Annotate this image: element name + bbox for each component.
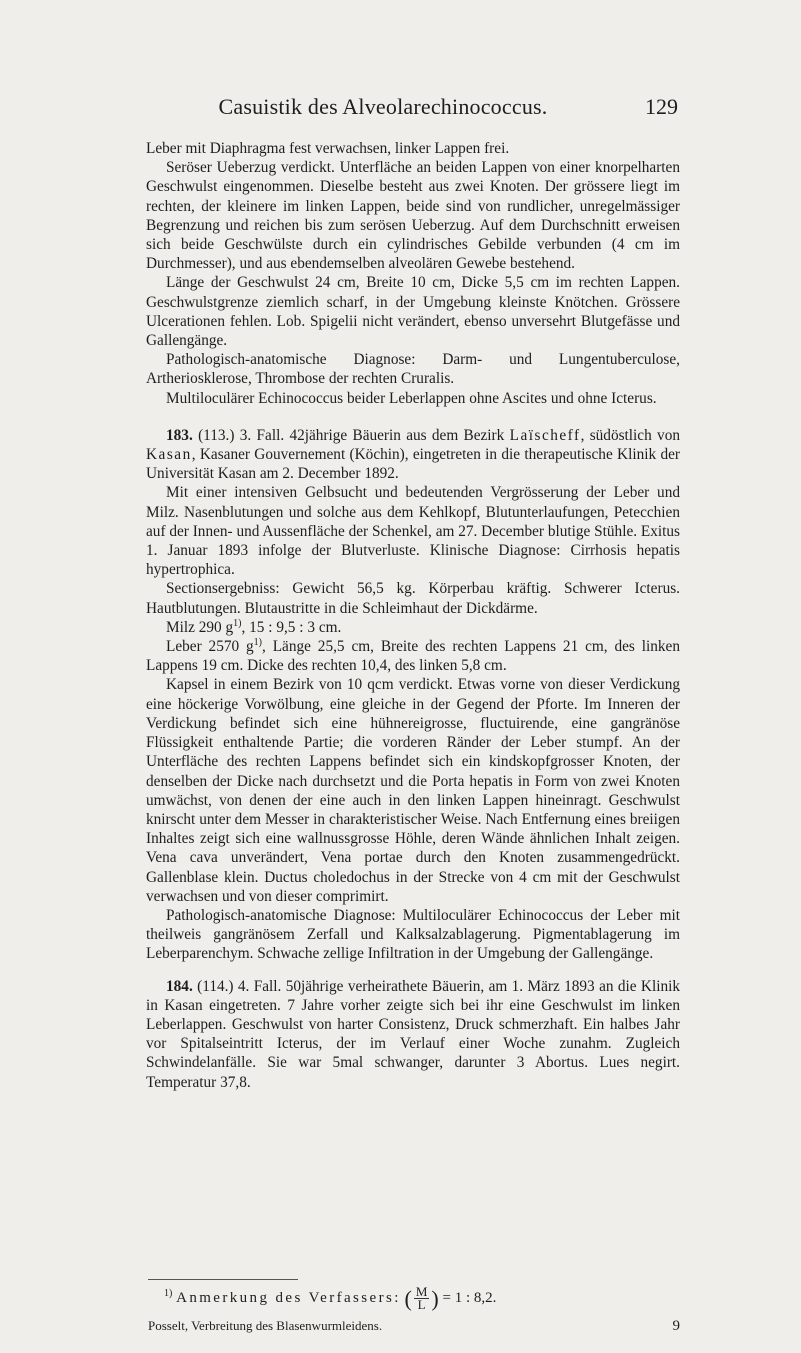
footnote-marker: 1) <box>164 1287 173 1299</box>
paragraph: Länge der Geschwulst 24 cm, Breite 10 cm, Dicke 5,5 cm im rechten Lappen. Geschwulstgrenze ziemlich scharf, in der Umgebung kleinste Knötchen. Grössere Ulcerationen fehlen. Lob. Spigelii nicht verändert, ebenso unversehrt Blutgefässe und Gallengänge. <box>146 274 680 350</box>
footnote-rule <box>148 1279 298 1280</box>
paragraph: Pathologisch-anatomische Diagnose: Darm- und Lungentuberculose, Artheriosklerose, Thrombose der rechten Cruralis. <box>146 351 680 388</box>
case-183-intro-b: , südöstlich von <box>580 426 680 444</box>
footnote-ref: 1) <box>233 617 242 629</box>
case-number: 184. <box>166 977 193 995</box>
case-number: 183. <box>166 426 193 444</box>
paren-open: ( <box>404 1286 412 1311</box>
fraction-numerator: M <box>415 1284 428 1299</box>
footnote-ref: 1) <box>253 636 263 648</box>
body-text <box>146 139 680 1092</box>
case-183-spleen <box>146 618 680 637</box>
paren-close: ) <box>431 1286 439 1311</box>
case-184-text: (114.) 4. Fall. 50jährige verheirathete Bäuerin, am 1. März 1893 an die Klinik in Kasan eingetreten. 7 Jahre vorher zeigte sich bei ihr eine Geschwulst im linken Leberlappen. Geschwulst von harter Consistenz, Druck schmerzhaft. Ein halbes Jahr vor Spitalseintritt Icterus, der im Verlauf einer Woche zunahm. Zugleich Schwindelanfälle. Sie war 5mal schwanger, darunter 3 Abortus. Lues negirt. Temperatur 37,8. <box>146 977 680 1091</box>
case-183-liver <box>146 637 680 675</box>
liver-weight: Leber 2570 g <box>166 638 254 656</box>
signature-mark: 9 <box>672 1318 680 1334</box>
page-header <box>148 94 678 124</box>
case-183-intro-a: (113.) 3. Fall. 42jährige Bäuerin aus dem Bezirk <box>198 426 505 444</box>
case-183-diagnosis: Pathologisch-anatomische Diagnose: Multiloculärer Echinococcus der Leber mit theilweis gangränösem Zerfall und Kalksalzablagerung. Pigmentablagerung im Leberparenchym. Schwache zellige Infiltration in der Umgebung der Gallengänge. <box>146 906 680 963</box>
spleen-weight: Milz 290 g <box>166 618 234 636</box>
paragraph: Multiloculärer Echinococcus beider Leberlappen ohne Ascites und ohne Icterus. <box>166 389 657 407</box>
paragraph: Seröser Ueberzug verdickt. Unterfläche an beiden Lappen von einer knorpelharten Geschwulst eingenommen. Dieselbe besteht aus zwei Knoten. Der grössere liegt im rechten, der kleinere im linken Lappen, beide sind von rundlicher, unregelmässiger Begrenzung und reichen bis zum serösen Ueberzug. Auf dem Durchschnitt erweisen sich beide Geschwülste durch ein cylindrisches Gebilde verbunden (4 cm im Durchmesser), und aus ebendemselben alveolären Gewebe bestehend. <box>146 159 680 273</box>
paragraph: Leber mit Diaphragma fest verwachsen, linker Lappen frei. <box>146 140 510 157</box>
footnote-ratio: = 1 : 8,2. <box>442 1289 497 1306</box>
fraction <box>414 1286 430 1311</box>
fraction-denominator: L <box>417 1297 426 1312</box>
liver-size: , Länge 25,5 cm, Breite des rechten Lappens 21 cm, des linken Lappens 19 cm. Dicke des rechten 10,4, des linken 5,8 cm. <box>146 638 680 675</box>
page-number: 129 <box>645 94 678 119</box>
spleen-size: , 15 : 9,5 : 3 cm. <box>241 618 342 636</box>
case-183-section: Sectionsergebniss: Gewicht 56,5 kg. Körperbau kräftig. Schwerer Icterus. Hautblutungen. Blutaustritte in die Schleimhaut der Dickdärme. <box>146 580 680 617</box>
case-183-capsule: Kapsel in einem Bezirk von 10 qcm verdickt. Etwas vorne von dieser Verdickung eine höckerige Vorwölbung, eine gleiche in der Gegend der Pforte. Im Inneren der Verdickung befindet sich eine hühnereigrosse, fluctuirende, eine gangränöse Flüssigkeit enthaltende Partie; die vorderen Ränder der Leber stumpf. An der Unterfläche des rechten Lappens befindet sich ein kindskopfgrosser Knoten, der denselben der Dicke nach durchsetzt und die Porta hepatis in Form von zwei Knoten umwächst, von denen der eine auch in den linken Lappen hineinragt. Geschwulst knirscht unter dem Messer in charakteristischer Weise. Nach Entfernung eines breiigen Inhaltes zeigt sich eine wallnussgrosse Höhle, deren Wände ähnlichen Inhalt zeigen. Vena cava unverändert, Vena portae durch den Knoten zusammengedrückt. Gallenblase klein. Ductus choledochus in der Strecke von 4 cm mit der Geschwulst verwachsen und von dieser comprimirt. <box>146 676 680 905</box>
case-184-intro <box>146 977 680 1092</box>
case-183-course: Mit einer intensiven Gelbsucht und bedeutenden Vergrösserung der Leber und Milz. Nasenblutungen und solche aus dem Kehlkopf, Blutunterlaufungen, Petecchien auf der Innen- und Aussenfläche der Schenkel, am 27. December blutige Stühle. Exitus 1. Januar 1893 infolge der Blutverluste. Klinische Diagnose: Cirrhosis hepatis hypertrophica. <box>146 484 680 579</box>
running-title: Casuistik des Alveolarechinococcus. <box>218 94 548 119</box>
footnote-label: Anmerkung des Verfassers: <box>176 1289 401 1306</box>
imprint: Posselt, Verbreitung des Blasenwurmleidens. <box>148 1318 383 1333</box>
case-183-intro-c: , Kasaner Gouvernement (Köchin), eingetreten in die therapeutische Klinik der Universität Kasan am 2. December 1892. <box>146 446 680 483</box>
case-183-intro <box>146 426 680 484</box>
footnote <box>164 1286 680 1311</box>
city-name: Kasan <box>146 446 192 464</box>
place-name: Laïscheff <box>509 426 581 444</box>
